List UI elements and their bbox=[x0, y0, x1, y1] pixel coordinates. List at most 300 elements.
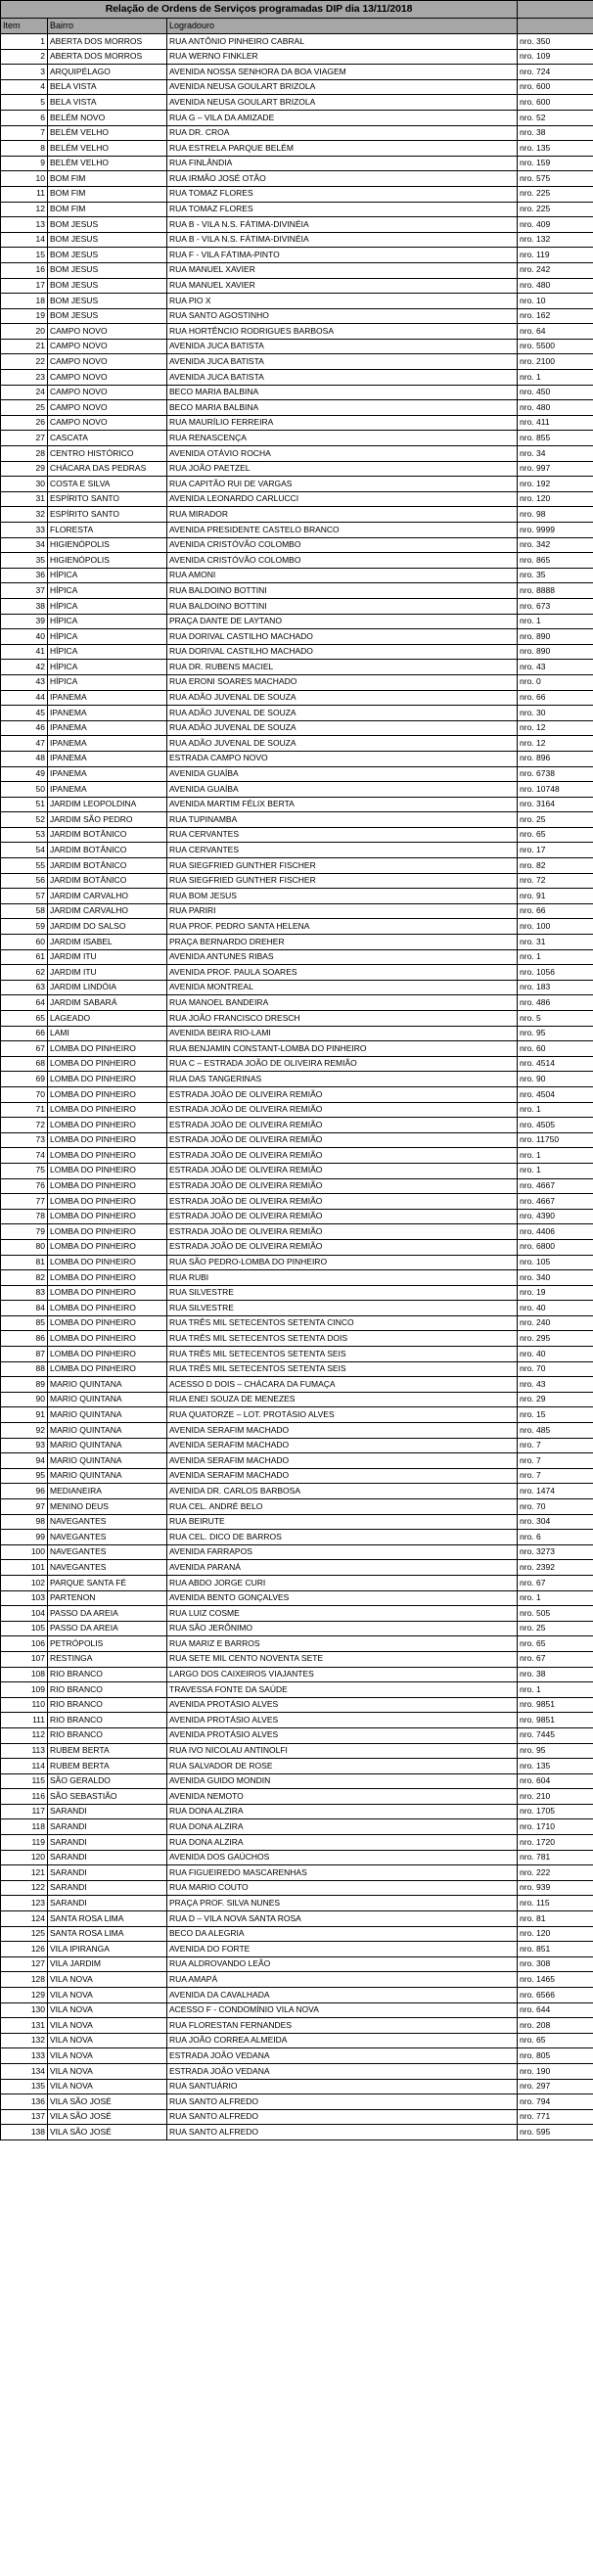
cell-item[interactable]: 16 bbox=[1, 262, 48, 278]
cell-numero[interactable]: nro. 12 bbox=[518, 736, 593, 752]
cell-numero[interactable]: nro. 66 bbox=[518, 690, 593, 706]
cell-bairro[interactable]: HIGIENÓPOLIS bbox=[48, 553, 167, 569]
cell-bairro[interactable]: HÍPICA bbox=[48, 614, 167, 629]
cell-item[interactable]: 72 bbox=[1, 1118, 48, 1133]
table-row[interactable] bbox=[1, 812, 593, 828]
cell-bairro[interactable]: ABERTA DOS MORROS bbox=[48, 49, 167, 65]
cell-bairro[interactable]: BOM JESUS bbox=[48, 262, 167, 278]
cell-numero[interactable]: nro. 480 bbox=[518, 400, 593, 416]
cell-item[interactable]: 54 bbox=[1, 843, 48, 858]
cell-logradouro[interactable]: ESTRADA JOÃO VEDANA bbox=[167, 2048, 518, 2064]
cell-item[interactable]: 91 bbox=[1, 1407, 48, 1423]
cell-logradouro[interactable]: ESTRADA CAMPO NOVO bbox=[167, 751, 518, 766]
cell-item[interactable]: 106 bbox=[1, 1636, 48, 1652]
cell-logradouro[interactable]: RUA QUATORZE – LOT. PROTÁSIO ALVES bbox=[167, 1407, 518, 1423]
cell-bairro[interactable]: BELA VISTA bbox=[48, 79, 167, 95]
cell-bairro[interactable]: PETRÓPOLIS bbox=[48, 1636, 167, 1652]
table-row[interactable] bbox=[1, 156, 593, 171]
cell-bairro[interactable]: VILA NOVA bbox=[48, 2079, 167, 2094]
cell-logradouro[interactable]: RUA IVO NICOLAU ANTINOLFI bbox=[167, 1743, 518, 1759]
cell-item[interactable]: 107 bbox=[1, 1651, 48, 1667]
table-row[interactable] bbox=[1, 1835, 593, 1851]
cell-item[interactable]: 55 bbox=[1, 858, 48, 874]
cell-item[interactable]: 61 bbox=[1, 949, 48, 965]
cell-logradouro[interactable]: ESTRADA JOÃO DE OLIVEIRA REMIÃO bbox=[167, 1178, 518, 1194]
cell-logradouro[interactable]: RUA D – VILA NOVA SANTA ROSA bbox=[167, 1911, 518, 1927]
cell-bairro[interactable]: JARDIM BOTÂNICO bbox=[48, 843, 167, 858]
table-row[interactable] bbox=[1, 1682, 593, 1698]
table-row[interactable] bbox=[1, 1850, 593, 1865]
table-row[interactable] bbox=[1, 415, 593, 431]
cell-item[interactable]: 10 bbox=[1, 171, 48, 187]
cell-logradouro[interactable]: RUA TOMAZ FLORES bbox=[167, 202, 518, 217]
cell-logradouro[interactable]: RUA BALDOINO BOTTINI bbox=[167, 598, 518, 614]
cell-item[interactable]: 5 bbox=[1, 95, 48, 111]
cell-numero[interactable]: nro. 308 bbox=[518, 1956, 593, 1972]
table-row[interactable] bbox=[1, 491, 593, 507]
table-row[interactable] bbox=[1, 766, 593, 782]
cell-bairro[interactable]: NAVEGANTES bbox=[48, 1544, 167, 1560]
cell-numero[interactable]: nro. 6738 bbox=[518, 766, 593, 782]
table-row[interactable] bbox=[1, 1407, 593, 1423]
table-row[interactable] bbox=[1, 79, 593, 95]
cell-logradouro[interactable]: AVENIDA PROTÁSIO ALVES bbox=[167, 1727, 518, 1743]
cell-bairro[interactable]: LOMBA DO PINHEIRO bbox=[48, 1209, 167, 1224]
table-row[interactable] bbox=[1, 1361, 593, 1377]
table-row[interactable] bbox=[1, 2048, 593, 2064]
cell-logradouro[interactable]: RUA DORIVAL CASTILHO MACHADO bbox=[167, 629, 518, 645]
table-row[interactable] bbox=[1, 1209, 593, 1224]
cell-item[interactable]: 76 bbox=[1, 1178, 48, 1194]
cell-logradouro[interactable]: PRAÇA DANTE DE LAYTANO bbox=[167, 614, 518, 629]
cell-item[interactable]: 51 bbox=[1, 797, 48, 812]
cell-logradouro[interactable]: AVENIDA PROTÁSIO ALVES bbox=[167, 1697, 518, 1713]
cell-bairro[interactable]: HÍPICA bbox=[48, 598, 167, 614]
cell-numero[interactable]: nro. 7 bbox=[518, 1468, 593, 1484]
table-row[interactable] bbox=[1, 1086, 593, 1102]
table-row[interactable] bbox=[1, 782, 593, 798]
cell-logradouro[interactable]: RUA SILVESTRE bbox=[167, 1301, 518, 1316]
cell-numero[interactable]: nro. 30 bbox=[518, 706, 593, 721]
table-row[interactable] bbox=[1, 34, 593, 50]
cell-item[interactable]: 44 bbox=[1, 690, 48, 706]
cell-bairro[interactable]: VILA NOVA bbox=[48, 2063, 167, 2079]
table-row[interactable] bbox=[1, 278, 593, 294]
cell-bairro[interactable]: COSTA E SILVA bbox=[48, 477, 167, 492]
table-row[interactable] bbox=[1, 1621, 593, 1636]
cell-bairro[interactable]: RUBEM BERTA bbox=[48, 1743, 167, 1759]
table-row[interactable] bbox=[1, 1697, 593, 1713]
cell-logradouro[interactable]: RUA MANUEL XAVIER bbox=[167, 262, 518, 278]
cell-numero[interactable]: nro. 4504 bbox=[518, 1086, 593, 1102]
cell-logradouro[interactable]: RUA JOÃO CORREA ALMEIDA bbox=[167, 2033, 518, 2048]
cell-bairro[interactable]: JARDIM CARVALHO bbox=[48, 889, 167, 904]
cell-numero[interactable]: nro. 19 bbox=[518, 1285, 593, 1301]
cell-item[interactable]: 81 bbox=[1, 1255, 48, 1270]
table-row[interactable] bbox=[1, 1301, 593, 1316]
cell-numero[interactable]: nro. 890 bbox=[518, 644, 593, 660]
cell-numero[interactable]: nro. 65 bbox=[518, 2033, 593, 2048]
cell-logradouro[interactable]: AVENIDA GUIDO MONDIN bbox=[167, 1773, 518, 1789]
cell-item[interactable]: 25 bbox=[1, 400, 48, 416]
cell-logradouro[interactable]: RUA PIO X bbox=[167, 294, 518, 309]
cell-bairro[interactable]: BELÉM NOVO bbox=[48, 110, 167, 125]
table-row[interactable] bbox=[1, 2125, 593, 2140]
table-row[interactable] bbox=[1, 827, 593, 843]
table-row[interactable] bbox=[1, 751, 593, 766]
cell-numero[interactable]: nro. 411 bbox=[518, 415, 593, 431]
table-row[interactable] bbox=[1, 1148, 593, 1164]
cell-bairro[interactable]: IPANEMA bbox=[48, 766, 167, 782]
cell-logradouro[interactable]: RUA HORTÊNCIO RODRIGUES BARBOSA bbox=[167, 324, 518, 340]
table-row[interactable] bbox=[1, 1132, 593, 1148]
cell-numero[interactable]: nro. 8888 bbox=[518, 583, 593, 599]
cell-item[interactable]: 34 bbox=[1, 537, 48, 553]
cell-item[interactable]: 27 bbox=[1, 431, 48, 446]
cell-bairro[interactable]: PASSO DA AREIA bbox=[48, 1606, 167, 1622]
cell-bairro[interactable]: MENINO DEUS bbox=[48, 1499, 167, 1515]
cell-item[interactable]: 124 bbox=[1, 1911, 48, 1927]
cell-numero[interactable]: nro. 43 bbox=[518, 660, 593, 675]
table-row[interactable] bbox=[1, 1743, 593, 1759]
cell-logradouro[interactable]: RUA DORIVAL CASTILHO MACHADO bbox=[167, 644, 518, 660]
cell-item[interactable]: 58 bbox=[1, 903, 48, 919]
cell-numero[interactable]: nro. 5500 bbox=[518, 339, 593, 354]
column-header-numero[interactable] bbox=[518, 19, 593, 34]
table-row[interactable] bbox=[1, 1178, 593, 1194]
cell-numero[interactable]: nro. 95 bbox=[518, 1743, 593, 1759]
cell-item[interactable]: 29 bbox=[1, 461, 48, 477]
table-row[interactable] bbox=[1, 125, 593, 141]
table-row[interactable] bbox=[1, 1499, 593, 1515]
cell-logradouro[interactable]: ESTRADA JOÃO DE OLIVEIRA REMIÃO bbox=[167, 1148, 518, 1164]
cell-bairro[interactable]: LOMBA DO PINHEIRO bbox=[48, 1072, 167, 1087]
cell-logradouro[interactable]: RUA SANTO ALFREDO bbox=[167, 2094, 518, 2110]
cell-logradouro[interactable]: AVENIDA MARTIM FÉLIX BERTA bbox=[167, 797, 518, 812]
cell-numero[interactable]: nro. 3273 bbox=[518, 1544, 593, 1560]
cell-item[interactable]: 85 bbox=[1, 1315, 48, 1331]
cell-bairro[interactable]: LOMBA DO PINHEIRO bbox=[48, 1239, 167, 1255]
cell-bairro[interactable]: CAMPO NOVO bbox=[48, 354, 167, 370]
cell-item[interactable]: 89 bbox=[1, 1377, 48, 1393]
table-row[interactable] bbox=[1, 1194, 593, 1210]
cell-logradouro[interactable]: RUA MANOEL BANDEIRA bbox=[167, 995, 518, 1011]
cell-numero[interactable]: nro. 11750 bbox=[518, 1132, 593, 1148]
cell-logradouro[interactable]: RUA B - VILA N.S. FÁTIMA-DIVINÉIA bbox=[167, 217, 518, 233]
cell-bairro[interactable]: IPANEMA bbox=[48, 690, 167, 706]
table-row[interactable] bbox=[1, 523, 593, 538]
cell-bairro[interactable]: LOMBA DO PINHEIRO bbox=[48, 1178, 167, 1194]
cell-item[interactable]: 87 bbox=[1, 1347, 48, 1362]
table-row[interactable] bbox=[1, 1118, 593, 1133]
cell-logradouro[interactable]: AVENIDA JUCA BATISTA bbox=[167, 354, 518, 370]
cell-logradouro[interactable]: RUA SÃO PEDRO-LOMBA DO PINHEIRO bbox=[167, 1255, 518, 1270]
cell-numero[interactable]: nro. 120 bbox=[518, 1926, 593, 1942]
table-row[interactable] bbox=[1, 1072, 593, 1087]
cell-item[interactable]: 82 bbox=[1, 1270, 48, 1286]
cell-numero[interactable]: nro. 225 bbox=[518, 202, 593, 217]
cell-bairro[interactable]: PASSO DA AREIA bbox=[48, 1621, 167, 1636]
cell-numero[interactable]: nro. 17 bbox=[518, 843, 593, 858]
cell-numero[interactable]: nro. 600 bbox=[518, 95, 593, 111]
cell-bairro[interactable]: VILA SÃO JOSÉ bbox=[48, 2094, 167, 2110]
table-row[interactable] bbox=[1, 1560, 593, 1576]
cell-logradouro[interactable]: RUA AMONI bbox=[167, 568, 518, 583]
cell-numero[interactable]: nro. 1 bbox=[518, 1148, 593, 1164]
cell-logradouro[interactable]: RUA CERVANTES bbox=[167, 827, 518, 843]
table-row[interactable] bbox=[1, 889, 593, 904]
cell-numero[interactable]: nro. 25 bbox=[518, 1621, 593, 1636]
cell-logradouro[interactable]: AVENIDA SERAFIM MACHADO bbox=[167, 1468, 518, 1484]
cell-numero[interactable]: nro. 575 bbox=[518, 171, 593, 187]
cell-numero[interactable]: nro. 1720 bbox=[518, 1835, 593, 1851]
table-row[interactable] bbox=[1, 232, 593, 248]
table-row[interactable] bbox=[1, 1285, 593, 1301]
cell-bairro[interactable]: HÍPICA bbox=[48, 644, 167, 660]
cell-bairro[interactable]: SARANDI bbox=[48, 1865, 167, 1881]
cell-item[interactable]: 114 bbox=[1, 1759, 48, 1774]
cell-bairro[interactable]: LOMBA DO PINHEIRO bbox=[48, 1086, 167, 1102]
cell-item[interactable]: 99 bbox=[1, 1530, 48, 1545]
cell-logradouro[interactable]: RUA TRÊS MIL SETECENTOS SETENTA SEIS bbox=[167, 1361, 518, 1377]
table-row[interactable] bbox=[1, 217, 593, 233]
cell-logradouro[interactable]: RUA MARIZ E BARROS bbox=[167, 1636, 518, 1652]
cell-bairro[interactable]: IPANEMA bbox=[48, 706, 167, 721]
cell-numero[interactable]: nro. 855 bbox=[518, 431, 593, 446]
cell-item[interactable]: 125 bbox=[1, 1926, 48, 1942]
cell-numero[interactable]: nro. 6566 bbox=[518, 1988, 593, 2003]
cell-numero[interactable]: nro. 480 bbox=[518, 278, 593, 294]
table-row[interactable] bbox=[1, 873, 593, 889]
cell-logradouro[interactable]: AVENIDA DO FORTE bbox=[167, 1942, 518, 1957]
cell-numero[interactable]: nro. 40 bbox=[518, 1301, 593, 1316]
table-row[interactable] bbox=[1, 1041, 593, 1057]
table-row[interactable] bbox=[1, 294, 593, 309]
cell-bairro[interactable]: ESPÍRITO SANTO bbox=[48, 491, 167, 507]
cell-numero[interactable]: nro. 65 bbox=[518, 1636, 593, 1652]
table-row[interactable] bbox=[1, 858, 593, 874]
cell-logradouro[interactable]: RUA ERONI SOARES MACHADO bbox=[167, 674, 518, 690]
cell-bairro[interactable]: CHÁCARA DAS PEDRAS bbox=[48, 461, 167, 477]
cell-logradouro[interactable]: RUA DONA ALZIRA bbox=[167, 1804, 518, 1819]
cell-logradouro[interactable]: RUA DONA ALZIRA bbox=[167, 1819, 518, 1835]
cell-bairro[interactable]: MARIO QUINTANA bbox=[48, 1377, 167, 1393]
cell-numero[interactable]: nro. 4406 bbox=[518, 1224, 593, 1240]
cell-logradouro[interactable]: RUA BOM JESUS bbox=[167, 889, 518, 904]
cell-bairro[interactable]: HIGIENÓPOLIS bbox=[48, 537, 167, 553]
cell-item[interactable]: 24 bbox=[1, 385, 48, 400]
table-row[interactable] bbox=[1, 537, 593, 553]
cell-bairro[interactable]: VILA SÃO JOSÉ bbox=[48, 2109, 167, 2125]
cell-item[interactable]: 32 bbox=[1, 507, 48, 523]
cell-numero[interactable]: nro. 805 bbox=[518, 2048, 593, 2064]
cell-logradouro[interactable]: AVENIDA CRISTÓVÃO COLOMBO bbox=[167, 537, 518, 553]
cell-numero[interactable]: nro. 7445 bbox=[518, 1727, 593, 1743]
cell-numero[interactable]: nro. 15 bbox=[518, 1407, 593, 1423]
cell-bairro[interactable]: JARDIM BOTÂNICO bbox=[48, 827, 167, 843]
cell-item[interactable]: 45 bbox=[1, 706, 48, 721]
cell-logradouro[interactable]: RUA PARIRI bbox=[167, 903, 518, 919]
cell-logradouro[interactable]: RUA TOMAZ FLORES bbox=[167, 186, 518, 202]
table-row[interactable] bbox=[1, 2079, 593, 2094]
table-row[interactable] bbox=[1, 949, 593, 965]
table-row[interactable] bbox=[1, 2063, 593, 2079]
cell-item[interactable]: 18 bbox=[1, 294, 48, 309]
cell-numero[interactable]: nro. 6 bbox=[518, 1530, 593, 1545]
table-row[interactable] bbox=[1, 1988, 593, 2003]
cell-logradouro[interactable]: BECO MARIA BALBINA bbox=[167, 400, 518, 416]
cell-item[interactable]: 92 bbox=[1, 1423, 48, 1439]
cell-bairro[interactable]: JARDIM SÃO PEDRO bbox=[48, 812, 167, 828]
table-row[interactable] bbox=[1, 995, 593, 1011]
cell-logradouro[interactable]: RUA RUBI bbox=[167, 1270, 518, 1286]
cell-numero[interactable]: nro. 90 bbox=[518, 1072, 593, 1087]
cell-logradouro[interactable]: ACESSO D DOIS – CHÁCARA DA FUMAÇA bbox=[167, 1377, 518, 1393]
cell-item[interactable]: 88 bbox=[1, 1361, 48, 1377]
cell-logradouro[interactable]: RUA TRÊS MIL SETECENTOS SETENTA CINCO bbox=[167, 1315, 518, 1331]
cell-logradouro[interactable]: RUA ESTRELA PARQUE BELÉM bbox=[167, 141, 518, 157]
cell-numero[interactable]: nro. 6800 bbox=[518, 1239, 593, 1255]
cell-item[interactable]: 96 bbox=[1, 1484, 48, 1499]
table-row[interactable] bbox=[1, 1514, 593, 1530]
cell-numero[interactable]: nro. 95 bbox=[518, 1026, 593, 1041]
cell-item[interactable]: 63 bbox=[1, 980, 48, 995]
cell-item[interactable]: 53 bbox=[1, 827, 48, 843]
cell-numero[interactable]: nro. 183 bbox=[518, 980, 593, 995]
cell-item[interactable]: 108 bbox=[1, 1667, 48, 1682]
cell-bairro[interactable]: RESTINGA bbox=[48, 1651, 167, 1667]
cell-item[interactable]: 35 bbox=[1, 553, 48, 569]
table-row[interactable] bbox=[1, 1102, 593, 1118]
table-row[interactable] bbox=[1, 171, 593, 187]
table-row[interactable] bbox=[1, 568, 593, 583]
cell-numero[interactable]: nro. 119 bbox=[518, 248, 593, 263]
cell-logradouro[interactable]: RUA CEL. DICO DE BARROS bbox=[167, 1530, 518, 1545]
cell-item[interactable]: 68 bbox=[1, 1056, 48, 1072]
cell-numero[interactable]: nro. 9851 bbox=[518, 1697, 593, 1713]
cell-bairro[interactable]: CASCATA bbox=[48, 431, 167, 446]
cell-item[interactable]: 86 bbox=[1, 1331, 48, 1347]
cell-numero[interactable]: nro. 297 bbox=[518, 2079, 593, 2094]
cell-bairro[interactable]: LOMBA DO PINHEIRO bbox=[48, 1315, 167, 1331]
cell-numero[interactable]: nro. 1 bbox=[518, 1682, 593, 1698]
cell-numero[interactable]: nro. 2100 bbox=[518, 354, 593, 370]
cell-bairro[interactable]: HÍPICA bbox=[48, 660, 167, 675]
cell-logradouro[interactable]: RUA TRÊS MIL SETECENTOS SETENTA DOIS bbox=[167, 1331, 518, 1347]
cell-numero[interactable]: nro. 486 bbox=[518, 995, 593, 1011]
cell-logradouro[interactable]: RUA DR. RUBENS MACIEL bbox=[167, 660, 518, 675]
cell-bairro[interactable]: PARQUE SANTA FÉ bbox=[48, 1575, 167, 1590]
cell-numero[interactable]: nro. 4514 bbox=[518, 1056, 593, 1072]
cell-logradouro[interactable]: RUA ALDROVANDO LEÃO bbox=[167, 1956, 518, 1972]
cell-bairro[interactable]: SARANDI bbox=[48, 1835, 167, 1851]
cell-item[interactable]: 43 bbox=[1, 674, 48, 690]
table-row[interactable] bbox=[1, 1544, 593, 1560]
cell-numero[interactable]: nro. 409 bbox=[518, 217, 593, 233]
cell-numero[interactable]: nro. 4505 bbox=[518, 1118, 593, 1133]
cell-item[interactable]: 79 bbox=[1, 1224, 48, 1240]
cell-numero[interactable]: nro. 242 bbox=[518, 262, 593, 278]
cell-numero[interactable]: nro. 600 bbox=[518, 79, 593, 95]
cell-numero[interactable]: nro. 604 bbox=[518, 1773, 593, 1789]
cell-bairro[interactable]: CENTRO HISTÓRICO bbox=[48, 446, 167, 462]
table-row[interactable] bbox=[1, 797, 593, 812]
cell-numero[interactable]: nro. 794 bbox=[518, 2094, 593, 2110]
cell-numero[interactable]: nro. 485 bbox=[518, 1423, 593, 1439]
table-row[interactable] bbox=[1, 110, 593, 125]
cell-bairro[interactable]: MEDIANEIRA bbox=[48, 1484, 167, 1499]
table-row[interactable] bbox=[1, 2109, 593, 2125]
cell-bairro[interactable]: CAMPO NOVO bbox=[48, 385, 167, 400]
cell-bairro[interactable]: LOMBA DO PINHEIRO bbox=[48, 1285, 167, 1301]
cell-numero[interactable]: nro. 1474 bbox=[518, 1484, 593, 1499]
cell-bairro[interactable]: FLORESTA bbox=[48, 523, 167, 538]
cell-numero[interactable]: nro. 135 bbox=[518, 141, 593, 157]
cell-bairro[interactable]: VILA SÃO JOSÉ bbox=[48, 2125, 167, 2140]
cell-numero[interactable]: nro. 100 bbox=[518, 919, 593, 935]
cell-logradouro[interactable]: RUA FIGUEIREDO MASCARENHAS bbox=[167, 1865, 518, 1881]
cell-item[interactable]: 31 bbox=[1, 491, 48, 507]
cell-item[interactable]: 130 bbox=[1, 2002, 48, 2018]
cell-bairro[interactable]: SÃO GERALDO bbox=[48, 1773, 167, 1789]
table-row[interactable] bbox=[1, 1347, 593, 1362]
table-row[interactable] bbox=[1, 614, 593, 629]
cell-numero[interactable]: nro. 225 bbox=[518, 186, 593, 202]
cell-bairro[interactable]: RIO BRANCO bbox=[48, 1713, 167, 1728]
cell-numero[interactable]: nro. 340 bbox=[518, 1270, 593, 1286]
cell-logradouro[interactable]: AVENIDA SERAFIM MACHADO bbox=[167, 1453, 518, 1469]
cell-logradouro[interactable]: RUA PROF. PEDRO SANTA HELENA bbox=[167, 919, 518, 935]
cell-bairro[interactable]: LAMI bbox=[48, 1026, 167, 1041]
cell-numero[interactable]: nro. 67 bbox=[518, 1575, 593, 1590]
cell-numero[interactable]: nro. 2392 bbox=[518, 1560, 593, 1576]
cell-bairro[interactable]: LOMBA DO PINHEIRO bbox=[48, 1056, 167, 1072]
table-row[interactable] bbox=[1, 1606, 593, 1622]
cell-numero[interactable]: nro. 1 bbox=[518, 949, 593, 965]
cell-item[interactable]: 48 bbox=[1, 751, 48, 766]
cell-bairro[interactable]: LOMBA DO PINHEIRO bbox=[48, 1102, 167, 1118]
cell-logradouro[interactable]: AVENIDA JUCA BATISTA bbox=[167, 370, 518, 386]
cell-logradouro[interactable]: RUA TRÊS MIL SETECENTOS SETENTA SEIS bbox=[167, 1347, 518, 1362]
table-row[interactable] bbox=[1, 1789, 593, 1805]
table-row[interactable] bbox=[1, 1667, 593, 1682]
cell-bairro[interactable]: NAVEGANTES bbox=[48, 1514, 167, 1530]
cell-numero[interactable]: nro. 505 bbox=[518, 1606, 593, 1622]
cell-item[interactable]: 135 bbox=[1, 2079, 48, 2094]
cell-bairro[interactable]: LOMBA DO PINHEIRO bbox=[48, 1301, 167, 1316]
cell-item[interactable]: 115 bbox=[1, 1773, 48, 1789]
cell-item[interactable]: 39 bbox=[1, 614, 48, 629]
cell-bairro[interactable]: RIO BRANCO bbox=[48, 1727, 167, 1743]
column-header-logradouro[interactable]: Logradouro bbox=[167, 19, 518, 34]
cell-bairro[interactable]: JARDIM ITU bbox=[48, 949, 167, 965]
cell-item[interactable]: 129 bbox=[1, 1988, 48, 2003]
cell-bairro[interactable]: JARDIM BOTÂNICO bbox=[48, 858, 167, 874]
cell-logradouro[interactable]: ESTRADA JOÃO DE OLIVEIRA REMIÃO bbox=[167, 1118, 518, 1133]
cell-item[interactable]: 28 bbox=[1, 446, 48, 462]
cell-logradouro[interactable]: ESTRADA JOÃO DE OLIVEIRA REMIÃO bbox=[167, 1132, 518, 1148]
cell-numero[interactable]: nro. 34 bbox=[518, 446, 593, 462]
cell-numero[interactable]: nro. 72 bbox=[518, 873, 593, 889]
cell-numero[interactable]: nro. 450 bbox=[518, 385, 593, 400]
cell-numero[interactable]: nro. 52 bbox=[518, 110, 593, 125]
table-row[interactable] bbox=[1, 690, 593, 706]
table-row[interactable] bbox=[1, 706, 593, 721]
cell-logradouro[interactable]: ESTRADA JOÃO DE OLIVEIRA REMIÃO bbox=[167, 1102, 518, 1118]
cell-item[interactable]: 14 bbox=[1, 232, 48, 248]
cell-numero[interactable]: nro. 350 bbox=[518, 34, 593, 50]
cell-item[interactable]: 111 bbox=[1, 1713, 48, 1728]
